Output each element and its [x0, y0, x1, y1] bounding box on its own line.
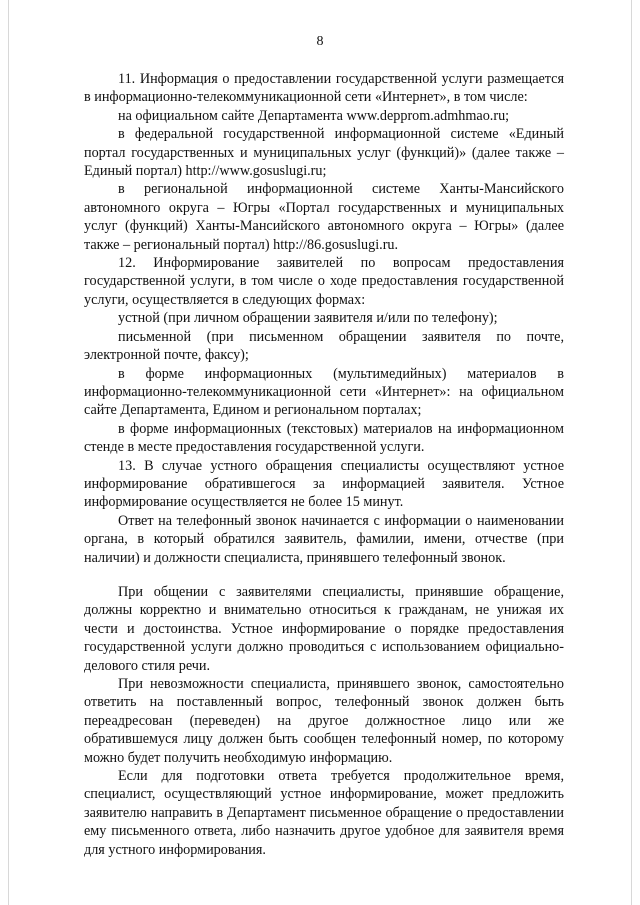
- paragraph-multimedia-form: в форме информационных (мультимедийных) материалов в информационно-телекоммуникационной сети «Интернет»: на официальном сайте Департамента, Едином и региональном порталах;: [84, 365, 564, 419]
- paragraph-official-site: на официальном сайте Департамента www.depprom.admhmao.ru;: [118, 107, 510, 124]
- paragraph-redirect: При невозможности специалиста, принявшего звонок, самостоятельно ответить на поставленный вопрос, телефонный звонок должен быть переадресован (переведен) на другое должностное лицо или же обратившемуся лицу должен быть сообщен телефонный номер, по которому можно будет получить необходимую информацию.: [84, 676, 564, 766]
- paragraph-long-answer: Если для подготовки ответа требуется продолжительное время, специалист, осуществляющий устное информирование, может предложить заявителю направить в Департамент письменное обращение о предоставлении ему письменного ответа, либо назначить другое удобное для заявителя время для устного информирования.: [84, 768, 564, 858]
- page-number: 8: [316, 34, 324, 49]
- paragraph-13: 13. В случае устного обращения специалисты осуществляют устное информирование обратившегося за информацией заявителя. Устное информирование осуществляется не более 15 минут.: [84, 457, 564, 511]
- scan-edge-left: [8, 0, 9, 905]
- paragraph-12: 12. Информирование заявителей по вопросам предоставления государственной услуги, в том числе о ходе предоставления государственной услуги, осуществляется в следующих формах:: [84, 255, 564, 308]
- paragraph-written-form: письменной (при письменном обращении заявителя по почте, электронной почте, факсу);: [84, 328, 564, 364]
- paragraph-text-form: в форме информационных (текстовых) материалов на информационном стенде в месте предоставления государственной услуги.: [84, 420, 564, 456]
- scan-edge-right: [631, 0, 632, 905]
- paragraph-11: 11. Информация о предоставлении государственной услуги размещается в информационно-телекоммуникационной сети «Интернет», в том числе:: [84, 71, 564, 106]
- paragraph-oral-form: устной (при личном обращении заявителя и/или по телефону);: [118, 310, 498, 327]
- document-body: [84, 70, 564, 859]
- paragraph-regional-portal: в региональной информационной системе Ханты-Мансийского автономного округа – Югры «Портал государственных и муниципальных услуг (функций) Ханты-Мансийского автономного округа – Югры» (далее также – региональный портал) http://86.gosuslugi.ru.: [84, 181, 564, 253]
- paragraph-federal-portal: в федеральной государственной информационной системе «Единый портал государственных и муниципальных услуг (функций)» (далее также – Единый портал) http://www.gosuslugi.ru;: [84, 126, 564, 180]
- paragraph-phone-answer: Ответ на телефонный звонок начинается с информации о наименовании органа, в который обратился заявитель, фамилии, имени, отчестве (при наличии) и должности специалиста, принявшего телефонный звонок.: [84, 512, 564, 566]
- paragraph-communication: При общении с заявителями специалисты, принявшие обращение, должны корректно и внимательно относиться к гражданам, не унижая их чести и достоинства. Устное информирование о порядке предоставления государственной услуги должно проводиться с использованием официально-делового стиля речи.: [84, 583, 564, 674]
